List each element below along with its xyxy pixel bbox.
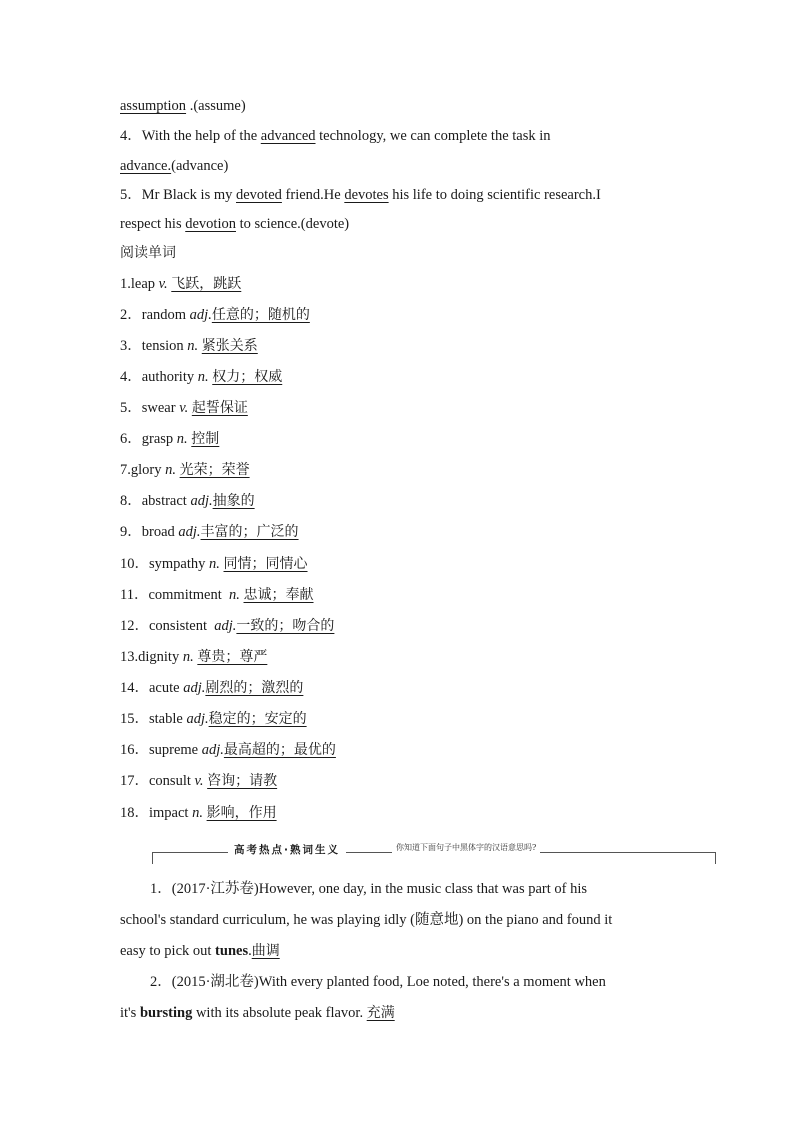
source-tag: (2015·湖北卷) bbox=[171, 974, 259, 990]
vocab-item: 11．commitment n. 忠诚；奉献 bbox=[120, 587, 314, 603]
sentence-text: his life to doing scientific research.I bbox=[388, 187, 601, 203]
answer-blank: devoted bbox=[236, 187, 282, 203]
banner-hint: 你知道下面句子中黑体字的汉语意思吗? bbox=[392, 842, 540, 853]
hint-text: (advance) bbox=[171, 158, 229, 174]
example-2-line-1 bbox=[150, 972, 606, 992]
vocab-item: 4．authority n. 权力；权威 bbox=[120, 369, 283, 385]
item-number: 4． bbox=[120, 128, 142, 144]
source-tag: (2017·江苏卷) bbox=[171, 881, 259, 897]
item-number: 2． bbox=[150, 974, 172, 990]
exercise-4-line-1 bbox=[120, 126, 551, 146]
answer-blank: advance. bbox=[120, 158, 172, 174]
vocab-item: 2．random adj.任意的；随机的 bbox=[120, 307, 310, 323]
sentence-text: With every planted food, Loe noted, there's a moment when bbox=[258, 974, 606, 990]
sentence-text: with its absolute peak flavor. bbox=[192, 1005, 367, 1021]
exercise-5-line-2 bbox=[120, 214, 349, 234]
section-banner bbox=[152, 840, 716, 866]
exercise-3-tail bbox=[120, 96, 246, 116]
vocab-item: 18．impact n. 影响，作用 bbox=[120, 805, 277, 821]
sentence-text: to science.(devote) bbox=[235, 216, 350, 232]
example-2-line-2 bbox=[120, 1003, 395, 1023]
vocab-item: 14．acute adj.剧烈的；激烈的 bbox=[120, 680, 304, 696]
vocab-item: 13.dignity n. 尊贵；尊严 bbox=[120, 649, 268, 665]
vocab-item: 1.leap v. 飞跃，跳跃 bbox=[120, 276, 242, 292]
section-heading: 阅读单词 bbox=[120, 245, 176, 261]
bold-word: bursting bbox=[139, 1005, 193, 1021]
sentence-text: friend.He bbox=[281, 187, 345, 203]
hint-text: .(assume) bbox=[189, 98, 246, 114]
sentence-text: respect his bbox=[120, 216, 186, 232]
example-1-line-2: school's standard curriculum, he was playing idly (随意地) on the piano and found it bbox=[120, 912, 613, 928]
vocab-item: 12．consistent adj.一致的；吻合的 bbox=[120, 618, 335, 634]
sentence-text: easy to pick out bbox=[120, 943, 216, 959]
example-1-line-3 bbox=[120, 941, 280, 961]
vocab-item: 7.glory n. 光荣；荣誉 bbox=[120, 462, 250, 478]
meaning-answer: 曲调 bbox=[251, 943, 280, 959]
vocab-item: 15．stable adj.稳定的；安定的 bbox=[120, 711, 307, 727]
sentence-text: technology, we can complete the task in bbox=[315, 128, 551, 144]
sentence-text: With the help of the bbox=[141, 128, 261, 144]
sentence-text: it's bbox=[120, 1005, 140, 1021]
banner-bracket-right bbox=[715, 852, 716, 864]
vocab-item: 16．supreme adj.最高超的；最优的 bbox=[120, 742, 336, 758]
vocab-item: 6．grasp n. 控制 bbox=[120, 431, 220, 447]
vocab-item: 9．broad adj.丰富的；广泛的 bbox=[120, 524, 299, 540]
vocab-item: 10．sympathy n. 同情；同情心 bbox=[120, 556, 308, 572]
banner-title: 高考热点·熟词生义 bbox=[228, 842, 346, 857]
sentence-text: However, one day, in the music class that was part of his bbox=[258, 881, 588, 897]
exercise-5-line-1 bbox=[120, 185, 601, 205]
sentence-text: Mr Black is my bbox=[141, 187, 236, 203]
banner-bracket-left bbox=[152, 852, 153, 864]
exercise-4-line-2 bbox=[120, 156, 228, 176]
item-number: 5． bbox=[120, 187, 142, 203]
vocab-item: 5．swear v. 起誓保证 bbox=[120, 400, 248, 416]
example-1-line-1 bbox=[150, 879, 587, 899]
vocab-item: 17．consult v. 咨询；请教 bbox=[120, 773, 278, 789]
sentence-text: . bbox=[248, 943, 252, 959]
meaning-answer: 充满 bbox=[366, 1005, 395, 1021]
answer-blank: devotion bbox=[185, 216, 236, 232]
answer-blank: advanced bbox=[260, 128, 316, 144]
bold-word: tunes bbox=[215, 943, 249, 959]
vocab-item: 3．tension n. 紧张关系 bbox=[120, 338, 258, 354]
answer-blank: devotes bbox=[344, 187, 389, 203]
vocab-item: 8．abstract adj.抽象的 bbox=[120, 493, 255, 509]
item-number: 1． bbox=[150, 881, 172, 897]
answer-blank: assumption bbox=[120, 98, 187, 114]
